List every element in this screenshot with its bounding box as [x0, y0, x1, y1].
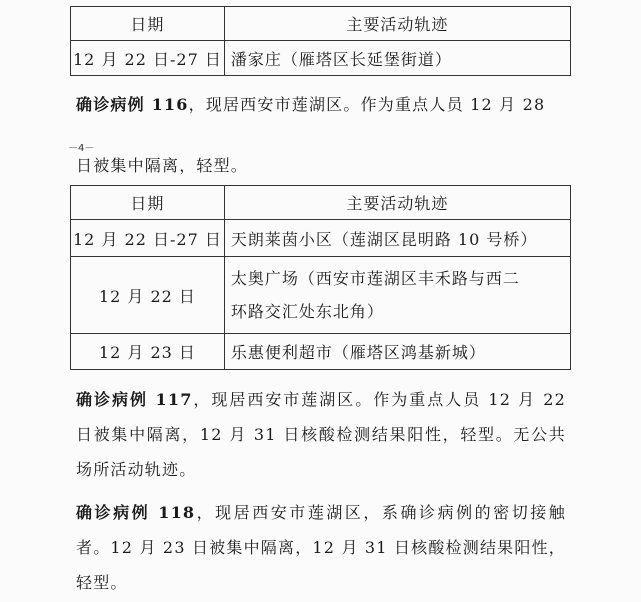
row-date: 12 月 23 日: [71, 334, 225, 370]
case-118-text: ，现居西安市莲湖区，系确诊病例的密切接触者。12 月 23 日被集中隔离，12 月 31 日核酸检测结果阳性，轻型。: [76, 503, 566, 592]
header-date: 日期: [71, 7, 225, 41]
case-117-text: ，现居西安市莲湖区。作为重点人员 12 月 22 日被集中隔离，12 月 31 日核酸检测结果阳性，轻型。无公共场所活动轨迹。: [76, 390, 566, 479]
header-track: 主要活动轨迹: [224, 186, 570, 220]
case-116-paragraph: [76, 87, 566, 122]
table-header-row: [71, 186, 571, 220]
table-row: [71, 257, 571, 334]
track-table-1: [70, 6, 571, 76]
track-table-2: [70, 185, 571, 370]
page-number: －4－: [68, 143, 95, 154]
table-row: [71, 41, 571, 76]
case-118-label: 确诊病例 118: [76, 503, 196, 522]
header-date: 日期: [71, 186, 225, 220]
case-118-paragraph: [76, 495, 566, 600]
row-date: 12 月 22 日-27 日: [71, 220, 225, 257]
case-116-text: ，现居西安市莲湖区。作为重点人员 12 月 28: [188, 95, 546, 114]
row-track: [224, 257, 570, 334]
case-117-label: 确诊病例 117: [76, 390, 193, 409]
row-date: 12 月 22 日-27 日: [71, 41, 225, 76]
row-track-line-2: 环路交汇处东北角）: [230, 302, 384, 321]
table-row: [71, 334, 571, 370]
row-track: 潘家庄（雁塔区长延堡街道）: [224, 41, 570, 76]
header-track: 主要活动轨迹: [224, 7, 570, 41]
case-116-label: 确诊病例 116: [76, 95, 189, 114]
table-row: [71, 220, 571, 257]
row-track-line-1: 太奥广场（西安市莲湖区丰禾路与西二: [230, 269, 520, 288]
row-date: 12 月 22 日: [71, 257, 225, 334]
case-116-continuation: 日被集中隔离，轻型。: [76, 156, 249, 175]
table-header-row: [71, 7, 571, 41]
row-track: 乐惠便利超市（雁塔区鸿基新城）: [224, 334, 570, 370]
row-track: 天朗莱茵小区（莲湖区昆明路 10 号桥）: [224, 220, 570, 257]
case-117-paragraph: [76, 382, 566, 487]
